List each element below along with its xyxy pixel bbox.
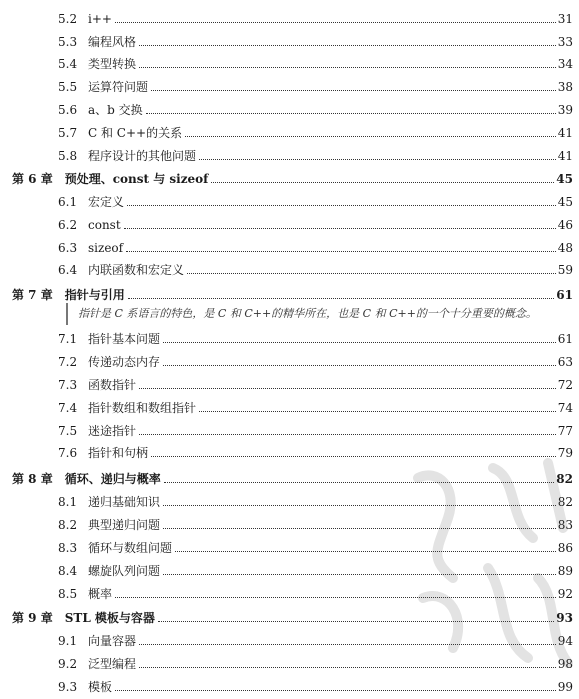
- entry-page: 46: [557, 218, 573, 232]
- toc-entry[interactable]: [0, 322, 579, 346]
- leader-dots: [139, 388, 556, 389]
- entry-page: 99: [557, 680, 573, 694]
- entry-page: 89: [557, 564, 573, 578]
- entry-page: 94: [557, 634, 573, 648]
- toc-entry[interactable]: [0, 25, 579, 49]
- entry-number: 7.5: [58, 424, 78, 438]
- entry-title: const: [88, 218, 121, 232]
- entry-page: 82: [557, 495, 573, 509]
- entry-title: 函数指针: [88, 378, 137, 392]
- entry-title: 编程风格: [88, 35, 137, 49]
- entry-title: 指针数组和数组指针: [88, 401, 197, 415]
- entry-title: sizeof: [88, 241, 124, 255]
- toc-entry[interactable]: [0, 391, 579, 415]
- entry-number: 8.4: [58, 564, 78, 578]
- entry-page: 77: [557, 424, 573, 438]
- chapter-number: 第 6 章: [12, 172, 53, 186]
- chapter-title: 循环、递归与概率: [64, 472, 161, 486]
- chapter-heading[interactable]: [0, 278, 579, 302]
- entry-title: 向量容器: [88, 634, 137, 648]
- entry-number: 7.2: [58, 355, 78, 369]
- leader-dots: [185, 136, 556, 137]
- entry-number: 5.4: [58, 57, 78, 71]
- leader-dots: [163, 342, 556, 343]
- entry-number: 9.1: [58, 634, 78, 648]
- entry-number: 5.6: [58, 103, 78, 117]
- toc-entry[interactable]: [0, 93, 579, 117]
- toc-entry[interactable]: [0, 47, 579, 71]
- entry-title: 内联函数和宏定义: [88, 263, 185, 277]
- entry-number: 5.2: [58, 12, 78, 26]
- leader-dots: [126, 251, 556, 252]
- entry-number: 8.3: [58, 541, 78, 555]
- entry-title: 迷途指针: [88, 424, 137, 438]
- leader-dots: [139, 434, 556, 435]
- entry-title: 指针基本问题: [88, 332, 161, 346]
- entry-number: 9.3: [58, 680, 78, 694]
- chapter-page: 61: [556, 288, 573, 302]
- entry-number: 6.3: [58, 241, 78, 255]
- entry-page: 41: [557, 149, 573, 163]
- entry-page: 79: [557, 446, 573, 460]
- leader-dots: [115, 22, 556, 23]
- entry-title: 类型转换: [88, 57, 137, 71]
- entry-title: 泛型编程: [88, 657, 137, 671]
- entry-page: 63: [557, 355, 573, 369]
- entry-title: 模板: [88, 680, 113, 694]
- entry-title: 程序设计的其他问题: [88, 149, 197, 163]
- entry-page: 92: [557, 587, 573, 601]
- watermark-seal: [398, 448, 578, 678]
- entry-title: 宏定义: [88, 195, 125, 209]
- chapter-title: 指针与引用: [64, 288, 125, 302]
- chapter-page: 45: [556, 172, 573, 186]
- entry-title: 概率: [88, 587, 113, 601]
- entry-number: 7.4: [58, 401, 78, 415]
- toc-entry[interactable]: [0, 368, 579, 392]
- entry-title: 循环与数组问题: [88, 541, 173, 555]
- entry-page: 33: [557, 35, 573, 49]
- entry-title: 运算符问题: [88, 80, 149, 94]
- entry-title: 典型递归问题: [88, 518, 161, 532]
- entry-page: 59: [557, 263, 573, 277]
- entry-page: 41: [557, 126, 573, 140]
- entry-title: 指针和句柄: [88, 446, 149, 460]
- entry-title: 传递动态内存: [88, 355, 161, 369]
- toc-entry[interactable]: [0, 253, 579, 277]
- toc-entry[interactable]: [0, 185, 579, 209]
- toc-entry[interactable]: [0, 2, 579, 26]
- leader-dots: [199, 159, 556, 160]
- entry-page: 45: [557, 195, 573, 209]
- entry-number: 5.7: [58, 126, 78, 140]
- leader-dots: [124, 228, 556, 229]
- entry-page: 31: [557, 12, 573, 26]
- entry-page: 86: [557, 541, 573, 555]
- leader-dots: [128, 298, 555, 299]
- chapter-intro: 指针是 C 系语言的特色，是 C 和 C++的精华所在，也是 C 和 C++的一个十分重要的概念。: [66, 303, 537, 325]
- chapter-heading[interactable]: [0, 162, 579, 186]
- entry-number: 5.8: [58, 149, 78, 163]
- toc-entry[interactable]: [0, 116, 579, 140]
- chapter-number: 第 7 章: [12, 288, 53, 302]
- entry-page: 61: [557, 332, 573, 346]
- entry-page: 48: [557, 241, 573, 255]
- leader-dots: [127, 205, 556, 206]
- entry-page: 74: [557, 401, 573, 415]
- entry-number: 6.4: [58, 263, 78, 277]
- entry-number: 6.2: [58, 218, 78, 232]
- leader-dots: [151, 90, 556, 91]
- leader-dots: [139, 67, 556, 68]
- entry-number: 7.6: [58, 446, 78, 460]
- toc-entry[interactable]: [0, 70, 579, 94]
- leader-dots: [139, 45, 556, 46]
- entry-page: 98: [557, 657, 573, 671]
- entry-number: 8.2: [58, 518, 78, 532]
- entry-title: a、b 交换: [88, 103, 143, 117]
- entry-number: 8.1: [58, 495, 78, 509]
- entry-number: 5.5: [58, 80, 78, 94]
- toc-entry[interactable]: [0, 139, 579, 163]
- chapter-page: 93: [556, 611, 573, 625]
- entry-page: 34: [557, 57, 573, 71]
- entry-title: C 和 C++的关系: [88, 126, 183, 140]
- chapter-title: STL 模板与容器: [64, 611, 155, 625]
- chapter-title: 预处理、const 与 sizeof: [64, 172, 209, 186]
- leader-dots: [187, 273, 556, 274]
- entry-number: 6.1: [58, 195, 78, 209]
- entry-number: 9.2: [58, 657, 78, 671]
- entry-number: 5.3: [58, 35, 78, 49]
- toc-entry[interactable]: [0, 208, 579, 232]
- leader-dots: [146, 113, 556, 114]
- entry-title: 螺旋队列问题: [88, 564, 161, 578]
- chapter-number: 第 9 章: [12, 611, 53, 625]
- entry-number: 7.3: [58, 378, 78, 392]
- toc-entry[interactable]: [0, 231, 579, 255]
- entry-number: 8.5: [58, 587, 78, 601]
- chapter-page: 82: [556, 472, 573, 486]
- entry-page: 83: [557, 518, 573, 532]
- entry-page: 38: [557, 80, 573, 94]
- leader-dots: [115, 690, 556, 691]
- toc-entry[interactable]: [0, 345, 579, 369]
- entry-number: 7.1: [58, 332, 78, 346]
- leader-dots: [199, 411, 556, 412]
- leader-dots: [211, 182, 554, 183]
- entry-title: i++: [88, 12, 112, 26]
- entry-title: 递归基础知识: [88, 495, 161, 509]
- leader-dots: [163, 365, 556, 366]
- chapter-number: 第 8 章: [12, 472, 53, 486]
- entry-page: 39: [557, 103, 573, 117]
- toc-entry[interactable]: [0, 414, 579, 438]
- entry-page: 72: [557, 378, 573, 392]
